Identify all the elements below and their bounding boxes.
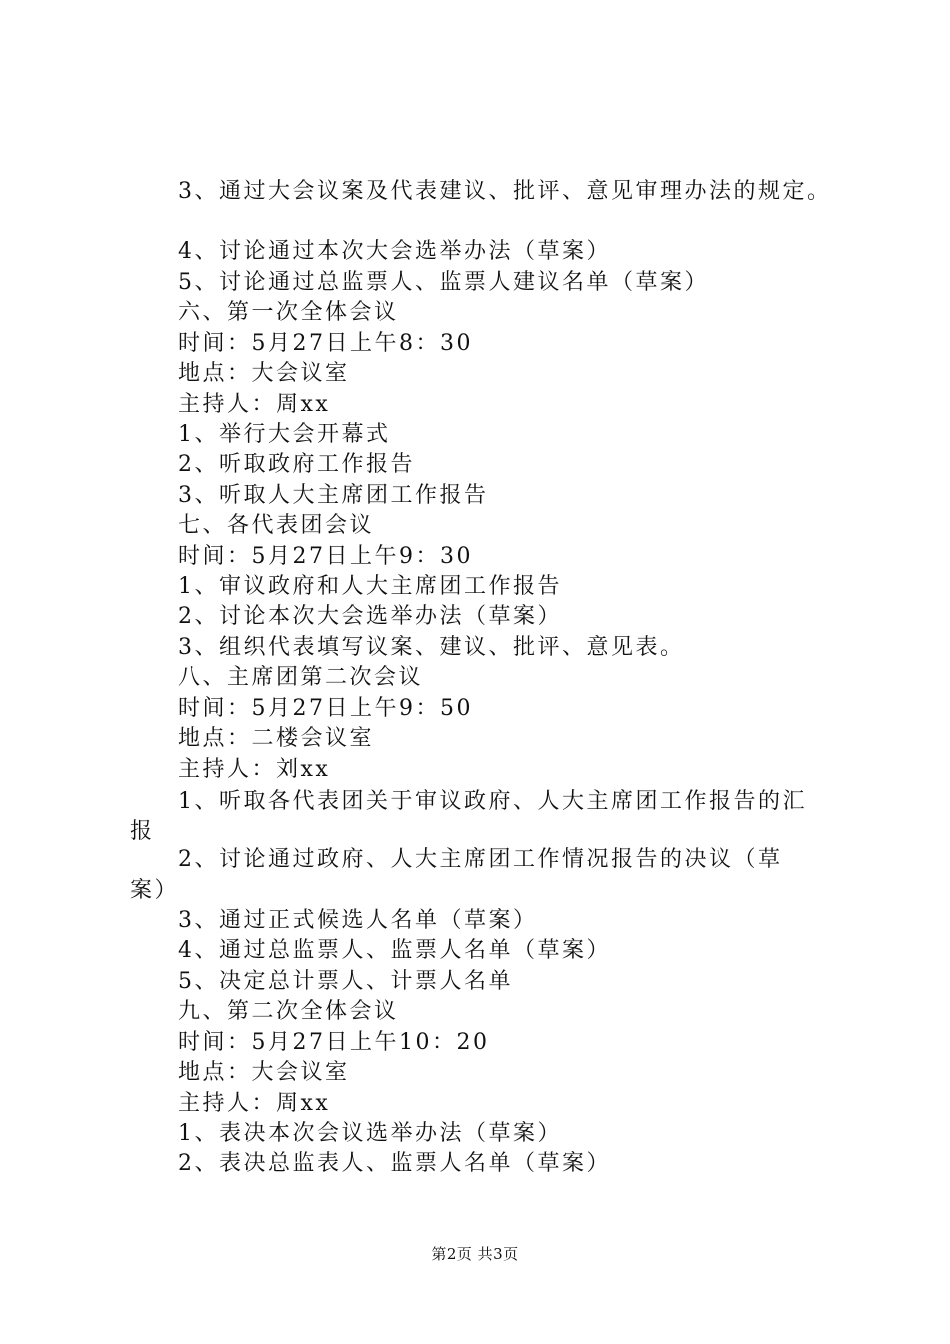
text-line: 1、举行大会开幕式 — [178, 422, 391, 447]
section-heading: 六、第一次全体会议 — [178, 300, 399, 325]
text-line: 3、通过正式候选人名单（草案） — [178, 908, 538, 933]
section-heading: 七、各代表团会议 — [178, 513, 375, 538]
text-line: 主持人：周xx — [178, 392, 331, 417]
text-line: 主持人：刘xx — [178, 757, 331, 782]
page-number-footer: 第2页 共3页 — [431, 1245, 519, 1263]
text-line: 1、审议政府和人大主席团工作报告 — [178, 574, 562, 599]
text-line: 5、决定总计票人、计票人名单 — [178, 969, 513, 994]
text-line: 2、讨论通过政府、人大主席团工作情况报告的决议（草 — [178, 847, 783, 872]
text-line: 4、讨论通过本次大会选举办法（草案） — [178, 239, 611, 264]
text-line: 时间：5月27日上午9：50 — [178, 696, 473, 721]
text-line: 地点：大会议室 — [178, 1060, 350, 1085]
text-line: 5、讨论通过总监票人、监票人建议名单（草案） — [178, 270, 709, 295]
text-line: 2、听取政府工作报告 — [178, 452, 415, 477]
text-line: 2、讨论本次大会选举办法（草案） — [178, 604, 562, 629]
section-heading: 九、第二次全体会议 — [178, 999, 399, 1024]
text-line: 3、听取人大主席团工作报告 — [178, 483, 489, 508]
text-line: 1、听取各代表团关于审议政府、人大主席团工作报告的汇 — [178, 789, 807, 814]
text-line: 时间：5月27日上午9：30 — [178, 544, 473, 569]
text-line: 4、通过总监票人、监票人名单（草案） — [178, 938, 611, 963]
text-line: 案） — [130, 878, 180, 903]
text-line: 3、通过大会议案及代表建议、批评、意见审理办法的规定。 — [178, 179, 832, 204]
section-heading: 八、主席团第二次会议 — [178, 665, 424, 690]
text-line: 地点：二楼会议室 — [178, 726, 375, 751]
text-line: 地点：大会议室 — [178, 361, 350, 386]
text-line: 1、表决本次会议选举办法（草案） — [178, 1121, 562, 1146]
text-line: 报 — [130, 819, 155, 844]
text-line: 时间：5月27日上午8：30 — [178, 331, 473, 356]
text-line: 3、组织代表填写议案、建议、批评、意见表。 — [178, 635, 685, 660]
text-line: 主持人：周xx — [178, 1091, 331, 1116]
text-line: 2、表决总监表人、监票人名单（草案） — [178, 1151, 611, 1176]
text-line: 时间：5月27日上午10：20 — [178, 1030, 490, 1055]
